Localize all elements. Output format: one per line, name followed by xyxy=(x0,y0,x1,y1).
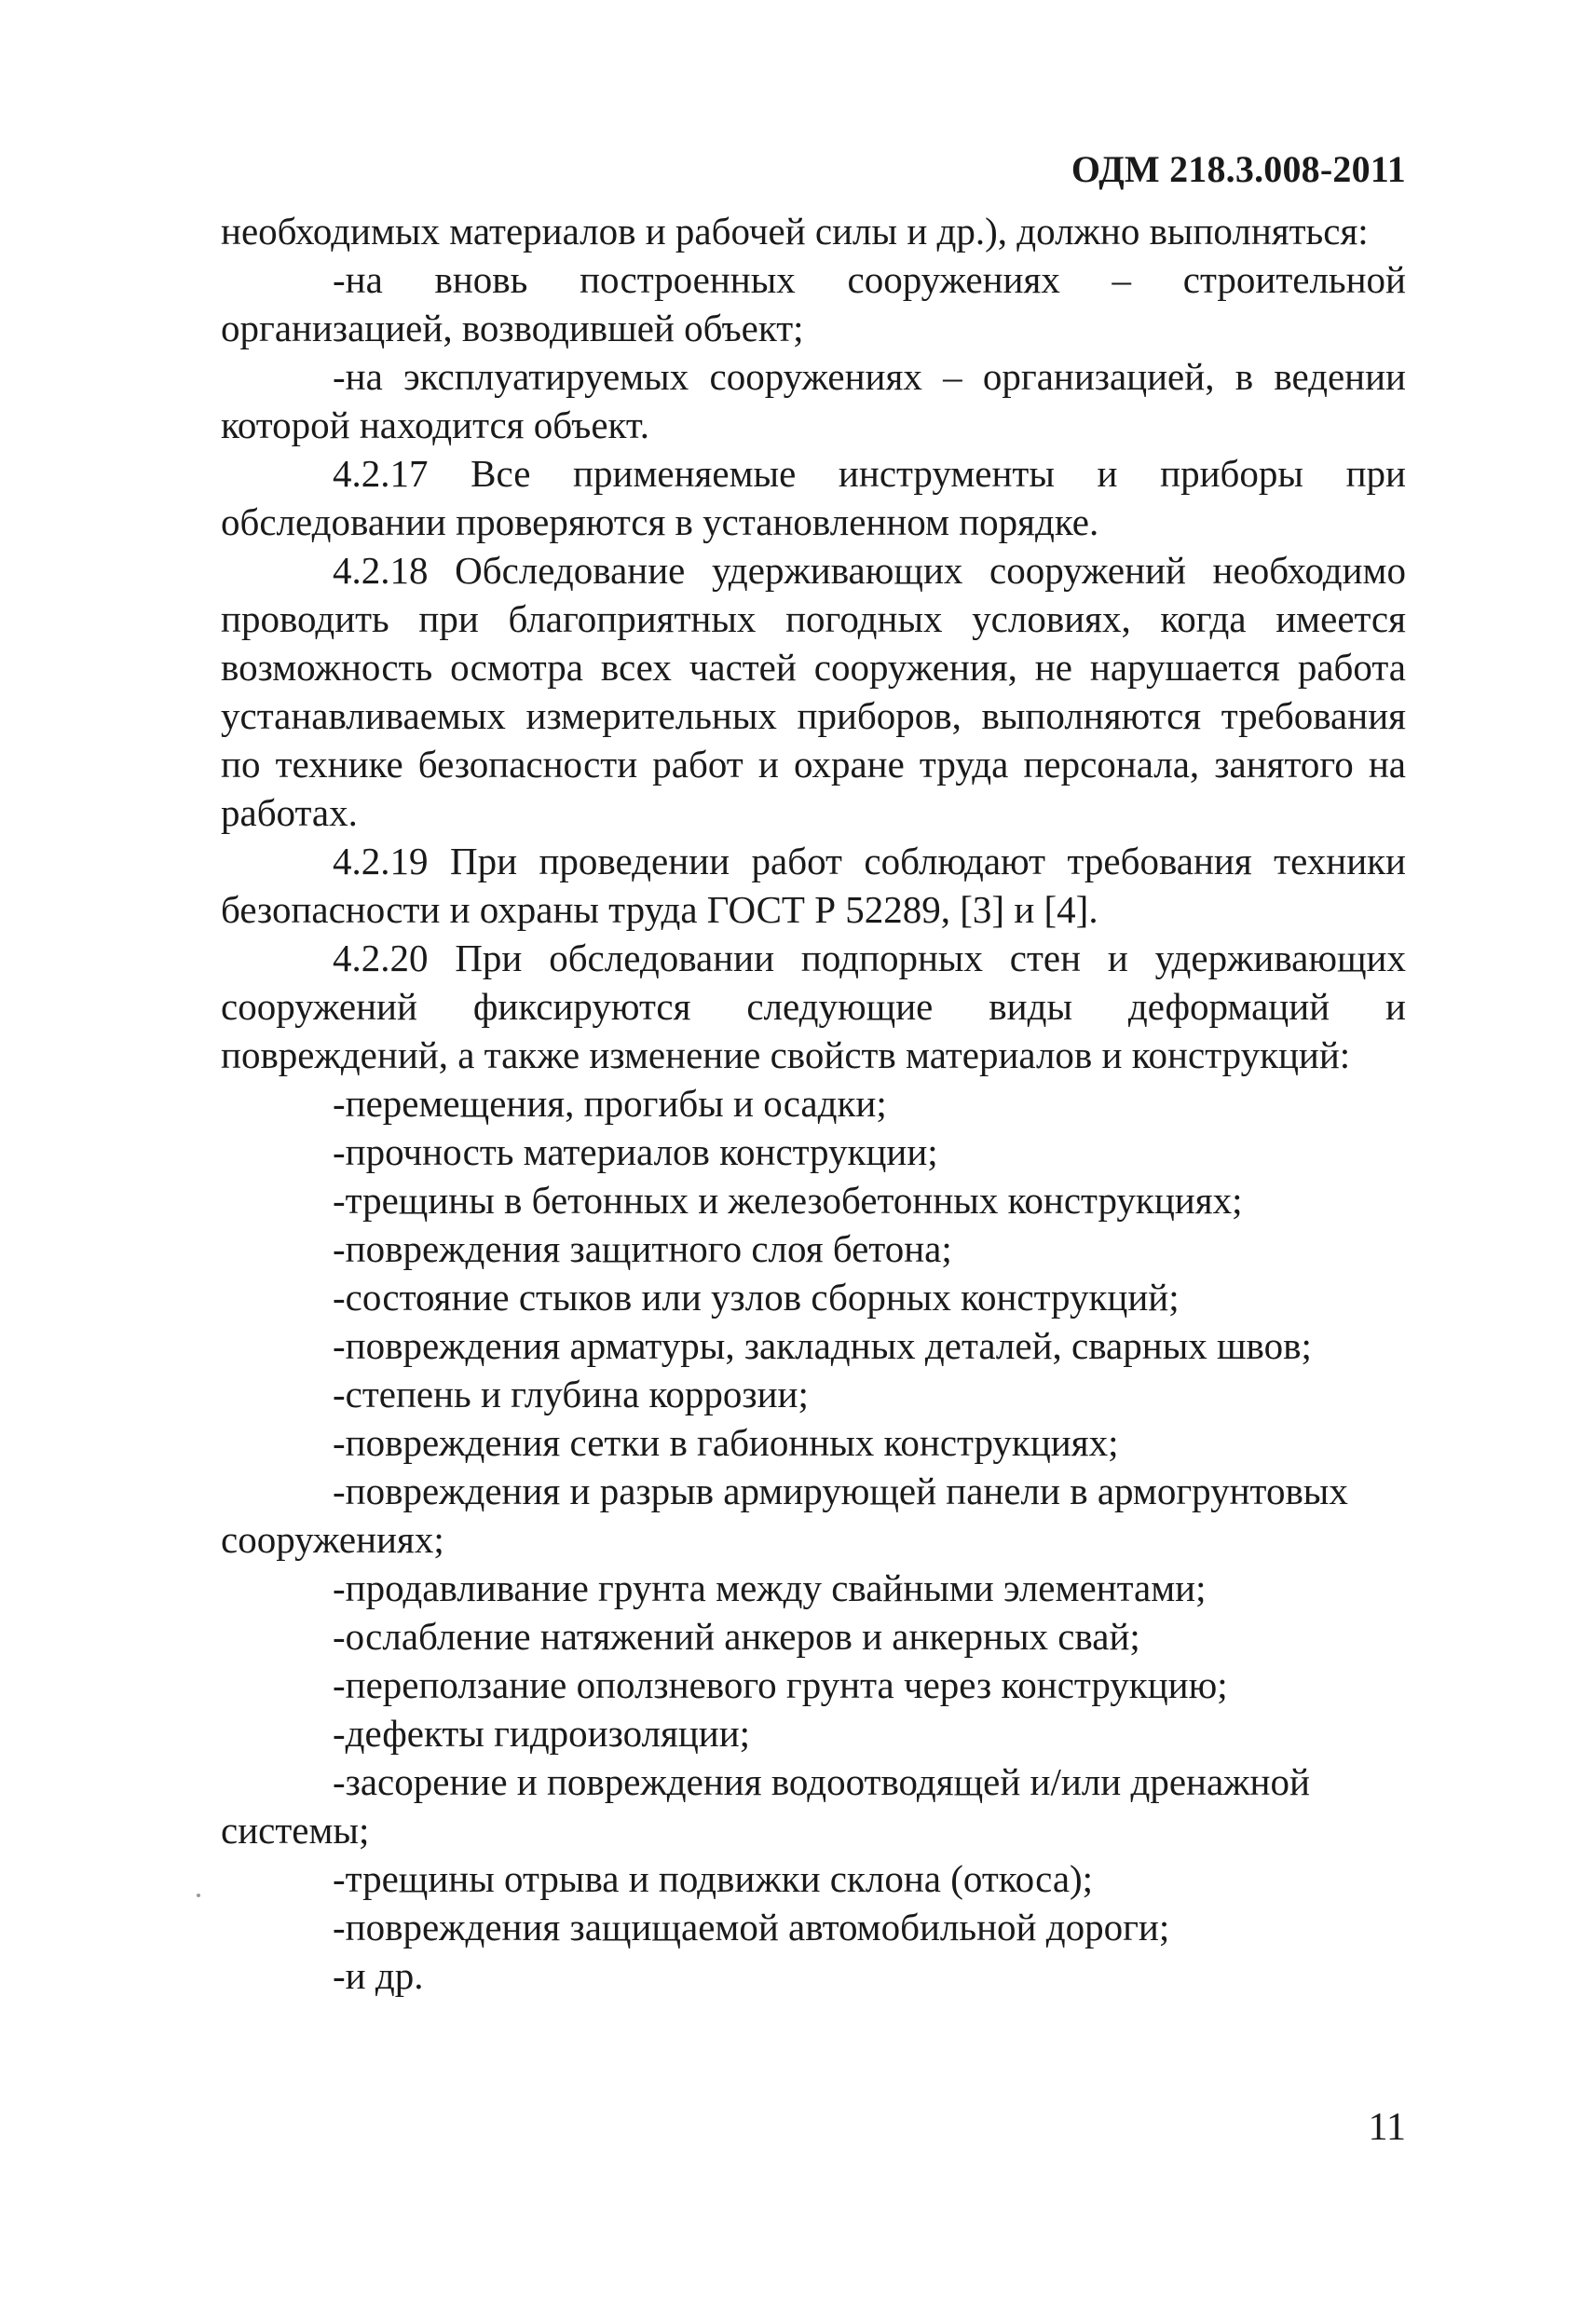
continuation-paragraph: необходимых материалов и рабочей силы и др.), должно выполняться: xyxy=(221,210,1369,253)
defect-list-item: -трещины отрыва и подвижки склона (откоса); xyxy=(333,1857,1094,1900)
scan-speck xyxy=(197,1894,200,1897)
defect-list-item: -степень и глубина коррозии; xyxy=(333,1373,809,1415)
clause-4-2-20: 4.2.20 При обследовании подпорных стен и удерживающих сооружений фиксируются следующие виды деформаций и повреждений, а также изменение свойств материалов и конструкций: xyxy=(221,937,1406,1076)
defect-list-item: -прочность материалов конструкции; xyxy=(333,1130,938,1173)
document-body xyxy=(221,207,1406,2000)
defect-list-item: -перемещения, прогибы и осадки; xyxy=(333,1082,887,1125)
defect-list-item: -ослабление натяжений анкеров и анкерных свай; xyxy=(333,1615,1140,1658)
defect-list-item: -повреждения и разрыв армирующей панели в армогрунтовых сооружениях; xyxy=(221,1470,1348,1561)
defect-list-item: -повреждения арматуры, закладных деталей, сварных швов; xyxy=(333,1324,1312,1367)
defect-list-item: -трещины в бетонных и железобетонных конструкциях; xyxy=(333,1179,1243,1222)
defect-list-item: -и др. xyxy=(333,1954,424,1997)
defect-list-item: -продавливание грунта между свайными элементами; xyxy=(333,1566,1207,1609)
defect-list-item: -повреждения защитного слоя бетона; xyxy=(333,1227,952,1270)
document-code-header: ОДМ 218.3.008-2011 xyxy=(1071,148,1406,190)
clause-4-2-17: 4.2.17 Все применяемые инструменты и приборы при обследовании проверяются в установленном порядке. xyxy=(221,452,1406,543)
defect-list-item: -состояние стыков или узлов сборных конструкций; xyxy=(333,1276,1180,1319)
defect-list-item: -повреждения защищаемой автомобильной дороги; xyxy=(333,1906,1170,1949)
clause-4-2-18: 4.2.18 Обследование удерживающих сооружений необходимо проводить при благоприятных погодных условиях, когда имеется возможность осмотра всех частей сооружения, не нарушается работа устанавливаемых измерительных приборов, выполняются требования по технике безопасности работ и охране труда персонала, занятого на работах. xyxy=(221,549,1406,834)
clause-4-2-19: 4.2.19 При проведении работ соблюдают требования техники безопасности и охраны труда ГОСТ Р 52289, [3] и [4]. xyxy=(221,840,1406,931)
defect-list-item: -засорение и повреждения водоотводящей и/или дренажной системы; xyxy=(221,1760,1310,1852)
defect-list-item: -дефекты гидроизоляции; xyxy=(333,1712,751,1755)
defect-list-item: -переползание оползневого грунта через конструкцию; xyxy=(333,1663,1228,1706)
page-number: 11 xyxy=(1368,2106,1406,2149)
list-item: -на эксплуатируемых сооружениях – организацией, в ведении которой находится объект. xyxy=(221,355,1406,446)
list-item: -на вновь построенных сооружениях – строительной организацией, возводившей объект; xyxy=(221,258,1406,349)
defect-list-item: -повреждения сетки в габионных конструкциях; xyxy=(333,1421,1119,1464)
